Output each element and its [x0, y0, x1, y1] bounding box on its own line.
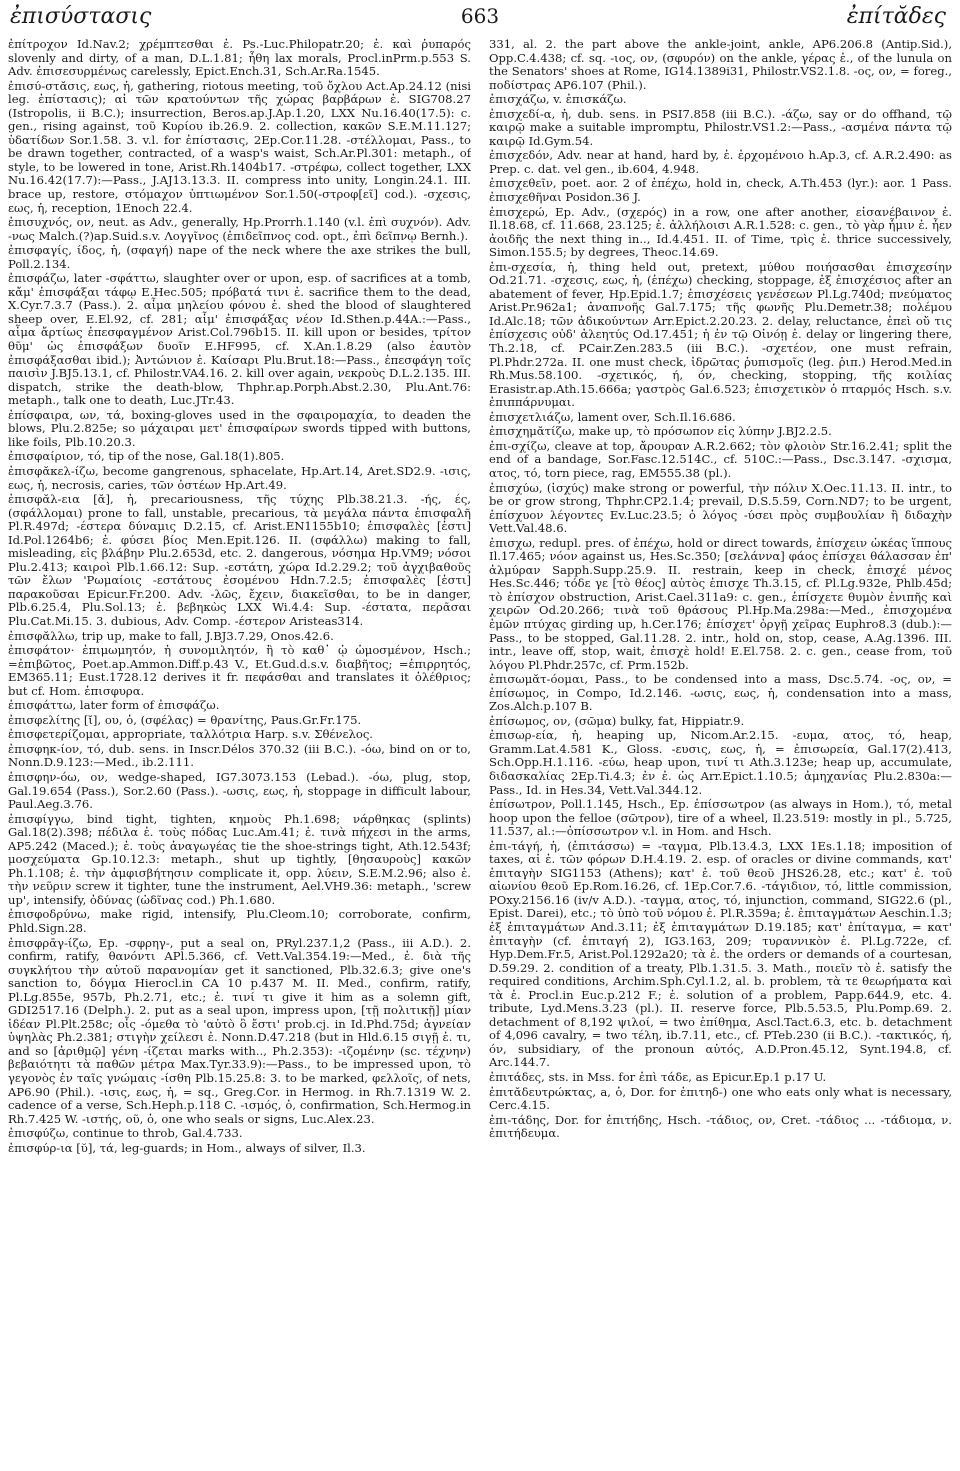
dictionary-entry: ἐπισφᾰκελ-ίζω, become gangrenous, sphacelate, Hp.Art.14, Aret.SD2.9. -ισις, εως, ἡ, necrosis, caries, τῶν ὀστέων Hp.Art.49.	[8, 463, 471, 492]
dictionary-entry: ἐπι-σχεσία, ἡ, thing held out, pretext, μύθου ποιήσασθαι ἐπισχεσίην Od.21.71. -σχεσις, εως, ἡ, (ἐπέχω) checking, stoppage, ἐξ ἐπισχέσιος after an abatement of fever, Hp.Epid.1.7; ἐπισχέσεις γενέσεων Pl.Lg.740d; πνεύματος Arist.Pr.962a1; ἀναπνοῆς Gal.7.175; τῆς φωνῆς Plu.Demetr.38; πολέμου Id.Alc.18; τῶν ἀδικούντων Arr.Epict.2.20.23. 2. delay, reluctance, ἐπεὶ οὔ τις ἐπίσχεσις οὐδ' ἀλεητύς Od.17.451; ἡ ἐν τῷ Οἰνόῃ ἐ. delay or lingering there, Th.2.18, cf. PCair.Zen.283.5 (iii B.C.). -σχετέον, one must refrain, Pl.Phdr.272a. II. one must check, ἱδρῶτας ῥυπισμοῖς (leg. ῥιπ.) Herod.Med.in Rh.Mus.58.100. -σχετικός, ή, όν, checking, stopping, τῆς κοιλίας Erasistr.ap.Ath.15.666a; γαστρὸς Gal.6.523; ἐπισχετικὸν ὁ πταρμός Hsch. s.v. ἐπιππάρνυμαι.	[489, 259, 952, 410]
dictionary-entry: ἐπίσφαιρα, ων, τά, boxing-gloves used in the σφαιρομαχία, to deaden the blows, Plu.2.825e; so μάχαιραι μετ' ἐπισφαίρων swords tipped with buttons, like foils, Plb.10.20.3.	[8, 407, 471, 449]
running-head-right: ἐπίτᾰδες	[846, 4, 946, 29]
dictionary-entry: ἐπισφρᾱγ-ίζω, Ep. -σφρηγ-, put a seal on, PRyl.237.1,2 (Pass., iii A.D.). 2. confirm, ratify, θανόντι APl.5.366, cf. Vett.Val.354.19:—Med., ἐ. διὰ τῆς συγκλήτου τὴν αὐτοῦ παρανομίαν get it sanctioned, Plb.32.6.3; give one's sanction to, δόγμα Hierocl.in CA 10 p.437 M. II. Med., confirm, ratify, Pl.Lg.855e, 957b, Ph.2.71, etc.; ἐ. τινί τι give it him as a solemn gift, GDI2517.16 (Delph.). 2. put as a seal upon, impress upon, [τῇ πολιτικῇ] μίαν ἰδέαν Pl.Plt.258c; οἷς -όμεθα τὸ 'αὐτὸ ὃ ἔστι' prob.cj. in Id.Phd.75d; ἀγνείαν ὑψηλὰς Ph.2.381; στιγὴν χείλεσι ἐ. Nonn.D.47.218 (but in Hld.6.15 σιγῇ ἐ. τι, and so [ἀριθμῷ] γένη -ίζεται marks with.., Ph.2.353): -ιζομένην (sc. τέχνην) βεβαιότητι τὰ παθῶν μέτρα Max.Tyr.33.9):—Pass., to be impressed upon, τὸ γεγονὸς ἐν ταῖς γνώμαις -ίσθη Plb.15.25.8: 3. to be marked, φελλοῖς, of nets, AP6.90 (Phil.). -ισις, εως, ἡ, = sq., Greg.Cor. in Hermog. in Rh.7.1319 W. 2. cadence of a verse, Sch.Heph.p.118 C. -ισμός, ὁ, confirmation, Sch.Hermog.in Rh.7.425 W. -ιστής, οῦ, ὁ, one who seals or signs, Luc.Alex.23.	[8, 935, 471, 1126]
dictionary-entry: ἐπισχύω, (ἰσχύς) make strong or powerful, τὴν πόλιν X.Oec.11.13. II. intr., to be or grow strong, Thphr.CP2.1.4; prevail, D.S.5.59, Corn.ND7; to be urgent, ἐπίσχυον λέγοντες Ev.Luc.23.5; ὁ λόγος -ύσει πρὸς συμβουλίαν ἢ διδαχὴν Vett.Val.48.6.	[489, 480, 952, 536]
dictionary-entry: ἐπιτᾰδευτρώκτας, a, ὁ, Dor. for ἐπιτηδ-) one who eats only what is necessary, Cerc.4.15.	[489, 1084, 952, 1113]
dictionary-entry: ἐπισφελίτης [ῐ], ου, ὁ, (σφέλας) = θρανίτης, Paus.Gr.Fr.175.	[8, 712, 362, 727]
dictionary-entry: ἐπισυχνός, ον, neut. as Adv., generally, Hp.Prorrh.1.140 (v.l. ἐπὶ συχνόν). Adv. -νως Malch.(?)ap.Suid.s.v. Λογγῖνος (ἐπιδεῖπνος cod. opt., ἐπὶ δεῖπνῳ Bernh.).	[8, 215, 471, 243]
dictionary-entry: ἐπισφάζω, later -σφάττω, slaughter over or upon, esp. of sacrifices at a tomb, κἄμ' ἐπισφάξαι τάφῳ E.Hec.505; πρόβατά τινι ἐ. sacrifice them to the dead, X.Cyr.7.3.7 (Pass.). 2. αἷμα μηλείου φόνου ἐ. shed the blood of slaughtered sheep over, E.El.92, cf. 281; αἷμ' ἐπισφάξας νέον Id.Sthen.p.44A.:—Pass., αἷμα ἄρτίως ἐπεσφαγμένον Arist.Col.796b15. II. kill upon or besides, τρίτον θῦμ' ὡς ἐπισφάξων δυοῖν E.HF995, cf. X.An.1.8.29 (also ἑαυτὸν ἐπισφάξασθαι ibid.); Ἀντώνιον ἐ. Καίσαρι Plu.Brut.18:—Pass., ἐπεσφάγη τοῖς παισὶν J.BJ5.13.1, cf. Philostr.VA4.16. 2. kill over again, νεκροὺς D.L.2.135. III. dispatch, strike the death-blow, Thphr.ap.Porph.Abst.2.30, Plu.Ant.76: metaph., talk one to death, Luc.JTr.43.	[8, 271, 471, 408]
dictionary-entry: ἐπίτροχον Id.Nav.2; χρέμπτεσθαι ἐ. Ps.-Luc.Philopatr.20; ἐ. καὶ ῥυπαρός slovenly and dirty, of a man, D.L.1.81; ἦθη lax morals, Procl.inPrm.p.553 S. Adv. ἐπισεσυρμένως carelessly, Epict.Ench.31, Sch.Ar.Ra.1545.	[8, 38, 471, 79]
dictionary-entry: ἐπισχεθεῖν, poet. aor. 2 of ἐπέχω, hold in, check, A.Th.453 (lyr.): aor. 1 Pass. ἐπισχεθῆναι Posidon.36 J.	[489, 176, 952, 205]
dictionary-entry: ἐπισχεδί-α, ἡ, dub. sens. in PSI7.858 (iii B.C.). -άζω, say or do offhand, τῷ καιρῷ make a suitable impromptu, Philostr.VS1.2:—Pass., -ασμένα πάντα τῷ καιρῷ Id.Gym.54.	[489, 106, 952, 148]
dictionary-entry: ἐπισχω, redupl. pres. of ἐπέχω, hold or direct towards, ἐπίσχειν ὠκέας ἵππους Il.17.465; νόον against us, Hes.Sc.350; [σελάννα] φάος ἐπίσχει θάλασσαν ἐπ' ἀλμύραν Sapph.Supp.25.9. II. restrain, keep in check, ἐπισχέ μένος Hes.Sc.446; τόδε γε [τὸ θέος] αὐτὸς ἐπισχε Th.3.15, cf. Pl.Lg.932e, Phlb.45d; τὸ ἐπίσχον obstruction, Arist.Cael.311a9: c. gen., ἐπίσχετε θυμὸν ἐνιπῆς καὶ χειρῶν Od.20.266; τινὰ τοῦ θράσους Pl.Hp.Ma.298a:—Med., ἐπισχομένα ἐμῶν πτύχας girding up, h.Cer.176; ἐπίσχετ' ὀργῇ χεῖρας Euphro8.3 (dub.):—Pass., to be stopped, Gal.11.28. 2. intr., hold on, stop, cease, A.Ag.1396. III. intr., leave off, stop, wait, ἐπισχὲ hold! E.El.758. 2. c. gen., cease from, τοῦ λόγου Pl.Phdr.257c, cf. Prm.152b.	[489, 535, 952, 672]
dictionary-entry: ἐπισχερώ, Ep. Adv., (σχερός) in a row, one after another, εἰσανέβαινον ἐ. Il.18.68, cf. 11.668, 23.125; ἐ. ἀλλήλοισι A.R.1.528: c. gen., τὸ γὰρ ἧμιν ἐ. ἦεν ἀοιδῆς the next thing in.., Id.4.451. II. of Time, τρὶς ἐ. thrice successively, Simon.155.5; by degrees, Theoc.14.69.	[489, 204, 952, 260]
dictionary-entry: ἐπισχετλιάζω, lament over, Sch.Il.16.686.	[489, 409, 736, 424]
dictionary-entry: ἐπισχάζω, v. ἐπισκάζω.	[489, 92, 627, 107]
dictionary-entry: ἐπι-τάγή, ἡ, (ἐπιτάσσω) = -ταγμα, Plb.13.4.3, LXX 1Es.1.18; imposition of taxes, αἱ ἐ. τῶν φόρων D.H.4.19. 2. esp. of oracles or divine commands, κατ' ἐπιταγὴν SIG1153 (Athens); κατ' ἐ. τοῦ θεοῦ JHS26.28, etc.; κατ' ἐ. τοῦ αἰωνίου θεοῦ Ep.Rom.16.26, cf. 1Ep.Cor.7.6. -τάγιδιον, τό, little commission, POxy.2156.16 (iv/v A.D.). -ταγμα, ατος, τό, injunction, command, SIG22.6 (pl., Epist. Darei), etc.; τὸ ὑπὸ τοῦ νόμου ἐ. Pl.R.359a; ἐ. ἐπιταγμάτων Aeschin.1.3; ἐξ ἐπιταγμάτων And.3.11; ἐξ ἐπιταγμάτων D.19.185; κατ' ἐπίταγμα, = κατ' ἐπιταγὴν (cf. ἐπιταγή 2), IG3.163, 209; τυραννικὸν ἐ. Pl.Lg.722e, cf. Hyp.Dem.Fr.5, Arist.Pol.1292a20; τὰ ἐ. the orders or demands of a courtesan, D.59.29. 2. condition of a treaty, Plb.1.31.5. 3. Math., ποιεῖν τὸ ἐ. satisfy the required conditions, Archim.Sph.Cyl.1.2, al. b. problem, τὰ τε θεωρήματα καὶ τὰ ἐ. Procl.in Euc.p.212 F.; ἐ. solution of a problem, Papp.644.9, etc. 4. tribute, Lyd.Mens.3.23 (pl.). II. reserve force, Plb.5.53.5, Plu.Pomp.69. 2. detachment of 8,192 ψιλοί, = two ἐπίθημα, Ascl.Tact.6.3, etc. b. detachment of 4,096 cavalry, = two τέλη, ib.7.11, etc., cf. PTeb.230 (ii B.C.). -τακτικός, ή, όν, subsidiary, of the pronoun αὐτός, A.D.Pron.45.12, Synt.194.8, cf. Arc.144.7.	[489, 838, 952, 1070]
dictionary-entry: 331, al. 2. the part above the ankle-joint, ankle, AP6.206.8 (Antip.Sid.), Opp.C.4.438; cf. sq. -ιος, ον, (σφυρόν) on the ankle, γέρας ἐ., of the lunula on the Senators' shoes at Rome, IG14.1389i31, Philostr.VS2.1.8. -ος, ον, = foreg., ποδίστρας AP6.107 (Phil.).	[489, 38, 952, 92]
left-column	[8, 38, 471, 1465]
dictionary-entry: ἐπι-τάδης, Dor. for ἐπιτήδης, Hsch. -τάδιος, ον, Cret. -τάδιος ... -τάδιομα, ν. ἐπιτήδευμα.	[489, 1112, 952, 1141]
dictionary-entry: ἐπισφετερίζομαι, appropriate, ταλλότρια Harp. s.v. Σθένελος.	[8, 727, 373, 742]
dictionary-entry: ἐπισφάτον· ἐπιμωμητόν, ἡ συνομιλητόν, ἢ τὸ καθ᾿ ᾠ ὠμοσμένον, Hsch.; =ἐπιβῶτος, Poet.ap.Ammon.Diff.p.43 V., Et.Gud.d.s.v. διαβῆτος; =ἐπιρρητός, EM365.11; Eust.1728.12 derives it fr. πεφάσθαι and translates it ὀλέθριος; but cf. Hom. ἐπισφυρα.	[8, 643, 471, 698]
dictionary-entry: ἐπισωρ-εία, ἡ, heaping up, Nicom.Ar.2.15. -ευμα, ατος, τό, heap, Gramm.Lat.4.581 K., Gloss. -ευσις, εως, ἡ, = ἐπισωρεία, Gal.17(2).413, Sch.Opp.H.1.116. -εύω, heap upon, τινί τι Ath.3.123e; heap up, accumulate, διδασκαλίας 2Ep.Ti.4.3; ἐν ἐ. ὡς Arr.Epict.1.10.5; ἀμηχανίας Plu.2.830a:—Pass., Id. in Hes.34, Vett.Val.344.12.	[489, 728, 952, 797]
dictionary-entry: ἐπισχεδόν, Adv. near at hand, hard by, ἐ. ἐρχομένοιο h.Ap.3, cf. A.R.2.490: as Prep. c. dat. vel gen., ib.604, 4.948.	[489, 148, 952, 176]
dictionary-entry: ἐπισφύρ-ια [ῠ], τά, leg-guards; in Hom., always of silver, Il.3.	[8, 1140, 366, 1155]
dictionary-entry: ἐπισχημᾰτίζω, make up, τὸ πρόσωπον εἰς λύπην J.BJ2.2.5.	[489, 424, 832, 439]
text-columns	[8, 38, 952, 1465]
dictionary-entry: ἐπισφᾰλλω, trip up, make to fall, J.BJ3.7.29, Onos.42.6.	[8, 628, 334, 643]
dictionary-entry: ἐπίσωτρον, Poll.1.145, Hsch., Ep. ἐπίσσωτρον (as always in Hom.), τό, metal hoop upon the felloe (σῶτρον), tire of a wheel, Il.23.519: mostly in pl., 5.725, 11.537, al.:—ὀπίσσωτρον v.l. in Hom. and Hsch.	[489, 797, 952, 839]
dictionary-entry: ἐπίσωμος, ον, (σῶμα) bulky, fat, Hippiatr.9.	[489, 713, 745, 728]
dictionary-entry: ἐπισφᾰλ-εια [ᾰ], ἡ, precariousness, τῆς τύχης Plb.38.21.3. -ής, ές, (σφάλλομαι) prone to fall, unstable, precarious, τὰ μεγάλα πάντα ἐπισφαλῆ Pl.R.497d; -έστερα δύναμις D.2.15, cf. Arist.EN1155b10; ἐπισφαλὲς [ἐστι] Id.Pol.1264b6; ἐ. φύσει βίος Men.Epit.126. II. (σφάλλω) making to fall, misleading, εἰς βλάβην Plu.2.653d, etc. 2. dangerous, νόσημα Hp.VM9; νόσοι Plu.2.413; καιροὶ Plb.1.66.12: Sup. -εστάτη, χώρα Id.2.29.2; τοῦ ἀγχιβαθοῦς τῶν ἔλων 'Ρωμαίοις -εστάτους ἐσομένου Hdn.7.2.5; ἐπισφαλὲς [ἐστι] παρακοῦσαι Epicur.Fr.200. Adv. -λῶς, ἔχειν, διακεῖσθαι, to be in danger, Plb.6.25.4, Plu.Sol.13; ἐ. βεβηκὼς LXX Wi.4.4: Sup. -έστατα, περᾶσαι Plu.Cat.Mi.15. 3. dubious, Adv. Comp. -έστερον Aristeas314.	[8, 492, 471, 628]
dictionary-entry: ἐπισφαίριον, τό, tip of the nose, Gal.18(1).805.	[8, 449, 285, 464]
page-number: 663	[460, 4, 500, 28]
dictionary-entry: ἐπισφαγίς, ίδος, ἡ, (σφαγή) nape of the neck where the axe strikes the bull, Poll.2.134.	[8, 243, 471, 271]
dictionary-entry: ἐπισφάττω, later form of ἐπισφάζω.	[8, 698, 220, 713]
dictionary-entry: ἐπιτάδες, sts. in Mss. for ἐπὶ τάδε, as Epicur.Ep.1 p.17 U.	[489, 1070, 827, 1085]
page-header	[8, 0, 952, 30]
dictionary-entry: ἐπισφηκ-ίον, τό, dub. sens. in Inscr.Délos 370.32 (iii B.C.). -όω, bind on or to, Nonn.D.9.123:—Med., ib.2.111.	[8, 741, 471, 770]
dictionary-entry: ἐπι-σχίζω, cleave at top, ἄρουραν A.R.2.662; τὸν φλοιὸν Str.16.2.41; split the end of a bandage, Sor.Fasc.12.514C., cf. 510C.:—Pass., Dsc.3.147. -σχισμα, ατος, τό, torn piece, rag, EM555.38 (pl.).	[489, 438, 952, 480]
right-column	[489, 38, 952, 1465]
dictionary-entry: ἐπισφύζω, continue to throb, Gal.4.733.	[8, 1126, 243, 1141]
running-head-left: ἐπισύστασις	[10, 4, 152, 29]
dictionary-entry: ἐπισωμᾰτ-όομαι, Pass., to be condensed into a mass, Dsc.5.74. -ος, ον, = ἐπίσωμος, in Compo, Id.2.146. -ωσις, εως, ἡ, condensation into a mass, Zos.Alch.p.107 B.	[489, 672, 952, 714]
dictionary-entry: ἐπισύ-στᾰσις, εως, ἡ, gathering, riotous meeting, τοῦ ὄχλου Act.Ap.24.12 (nisi leg. ἐπίστασις); αἱ τῶν κρατούντων τῆς χώρας βαρβάρων ἐ. SIG708.27 (Istropolis, ii B.C.); insurrection, Beros.ap.J.Ap.1.20, LXX Nu.16.40(17.5): c. gen., rising against, τοῦ Κυρίου ib.26.9. 2. collection, κακῶν S.E.M.11.127; ὑδατίδων Sor.1.58. 3. v.l. for ἐπίστασις, 2Ep.Cor.11.28. -στέλλομαι, Pass., to be drawn together, contracted, of a wasp's waist, Sch.Ar.Pl.301: metaph., of style, to be lowered in tone, Arist.Rh.1404b17. -στρέφω, collect together, LXX Nu.16.42(17.7):—Pass., J.AJ13.13.3. II. compress into unity, Longin.24.1. III. brace up, restore, στόμαχον ὑπτιωμένον Sor.1.50(-στροφ[εῖ] cod.). -σχεσις, εως, ἡ, reception, 1Enoch 22.4.	[8, 78, 471, 215]
dictionary-entry: ἐπισφίγγω, bind tight, tighten, κημοὺς Ph.1.698; νάρθηκας (splints) Gal.18(2).398; πέδιλα ἐ. τοὺς πόδας Luc.Am.41; ἐ. τινὰ πήχεσι in the arms, AP5.242 (Maced.); ἐ. τοὺς ἀναγωγέας tie the shoe-strings tight, Ath.12.543f; μοσχεύματα Gp.10.12.3: metaph., shut up tightly, [θησαυροὺς] κακῶν Ph.1.108; ἐ. τὴν ἀμφισβήτησιν complicate it, opp. λύειν, S.E.M.2.96; also ἐ. τὴν νεῦριν screw it tighter, tune the instrument, Ael.VH9.36: metaph., 'screw up', intensify, ὀδύνας (ὠδῖνας cod.) Ph.1.680.	[8, 811, 471, 907]
dictionary-entry: ἐπισφην-όω, ον, wedge-shaped, IG7.3073.153 (Lebad.). -όω, plug, stop, Gal.19.654 (Pass.), Sor.2.60 (Pass.). -ωσις, εως, ἡ, stoppage in difficult labour, Paul.Aeg.3.76.	[8, 769, 471, 812]
dictionary-entry: ἐπισφοδρύνω, make rigid, intensify, Plu.Cleom.10; corroborate, confirm, Phld.Sign.28.	[8, 907, 471, 935]
